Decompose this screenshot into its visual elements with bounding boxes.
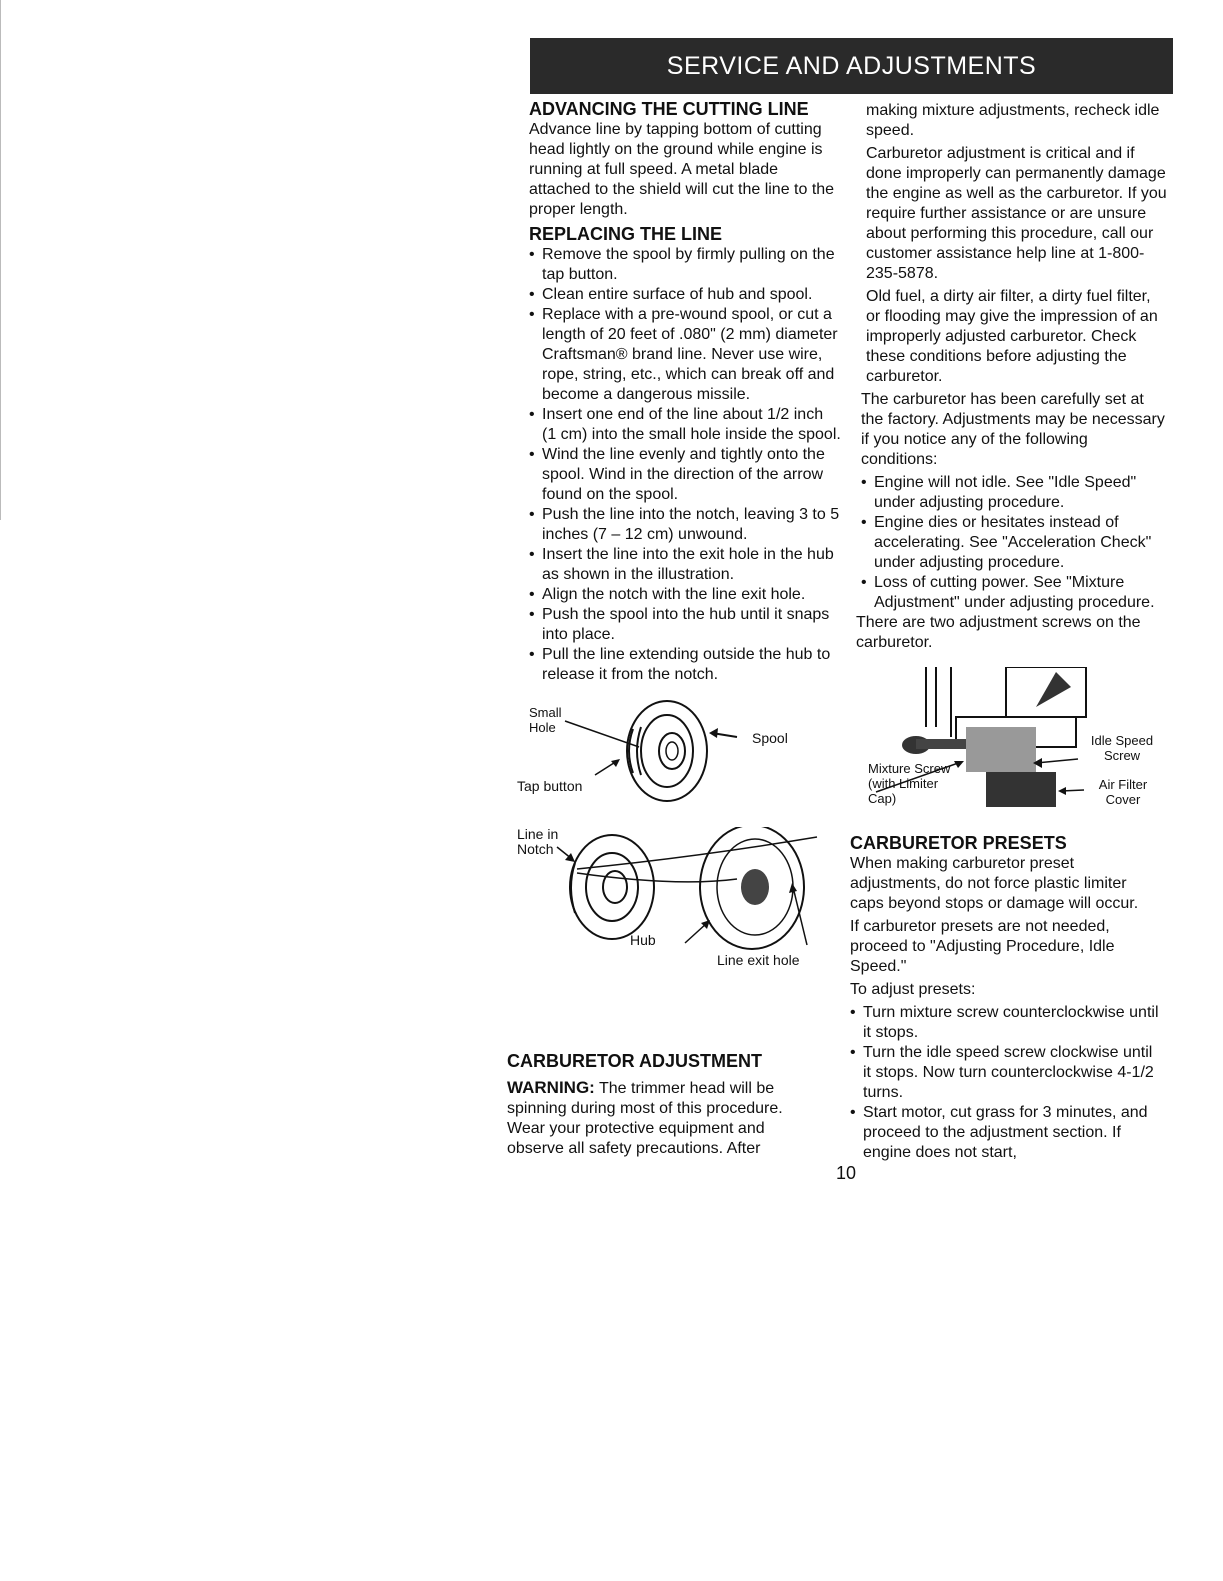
carburetor-illustration (856, 667, 1168, 827)
replacing-step: • Clean entire surface of hub and spool. (529, 285, 841, 305)
line-in-notch-label: Line in Notch (517, 826, 559, 857)
replacing-step: • Remove the spool by firmly pulling on the tap button. (529, 245, 841, 285)
line-exit-hole-label: Line exit hole (717, 952, 800, 968)
condition-item: • Loss of cutting power. See "Mixture Adjustment" under adjusting procedure. (861, 573, 1168, 613)
condition-list (856, 473, 1168, 613)
section-banner: SERVICE AND ADJUSTMENTS (530, 38, 1173, 94)
carb-adjust-heading: CARBURETOR ADJUSTMENT (507, 1051, 763, 1071)
left-column (517, 98, 841, 977)
right-para-5: There are two adjustment screws on the carburetor. (856, 614, 1141, 651)
right-para-4: The carburetor has been carefully set at the factory. Adjustments may be necessary if you notice any of the following conditions: (861, 391, 1165, 468)
tap-button-label: Tap button (517, 778, 583, 794)
presets-step: • Start motor, cut grass for 3 minutes, and proceed to the adjustment section. If engine does not start, (850, 1103, 1162, 1163)
warning-label: WARNING: (507, 1078, 595, 1097)
replacing-step: • Push the line into the notch, leaving 3 to 5 inches (7 – 12 cm) unwound. (529, 505, 841, 545)
condition-item: • Engine will not idle. See "Idle Speed" under adjusting procedure. (861, 473, 1168, 513)
presets-para-2: If carburetor presets are not needed, proceed to "Adjusting Procedure, Idle Speed." (850, 918, 1115, 975)
replacing-step: • Wind the line evenly and tightly onto the spool. Wind in the direction of the arrow found on the spool. (529, 445, 841, 505)
advancing-body: Advance line by tapping bottom of cutting head lightly on the ground while engine is running at full speed. A metal blade attached to the shield will cut the line to the proper length. (529, 121, 835, 218)
presets-step: • Turn mixture screw counterclockwise until it stops. (850, 1003, 1162, 1043)
mixture-screw-label: Mixture Screw (with Limiter Cap) (868, 761, 951, 806)
carb-adjust-section (507, 1050, 819, 1162)
spool-label: Spool (752, 730, 788, 746)
right-para-2: Carburetor adjustment is critical and if done improperly can permanently damage the engine as well as the carburetor. If you require further assistance or are unsure about performing this procedure, call our customer assistance help line at 1-800-235-5878. (866, 145, 1167, 282)
small-hole-label: Small Hole (529, 705, 562, 735)
condition-item: • Engine dies or hesitates instead of accelerating. See "Acceleration Check" under adjusting procedure. (861, 513, 1168, 573)
spool-illustration (517, 699, 841, 819)
warning-text: The trimmer head will be spinning during most of this procedure. Wear your protective equipment and observe all safety precautions. After (507, 1080, 783, 1157)
presets-steps (850, 1003, 1162, 1163)
scan-edge-line (0, 0, 1, 520)
page-number: 10 (836, 1163, 857, 1183)
presets-para-3: To adjust presets: (850, 981, 976, 998)
right-column (856, 101, 1168, 827)
right-para-1: making mixture adjustments, recheck idle speed. (866, 102, 1160, 139)
air-filter-cover-label: Air Filter Cover (1098, 777, 1148, 807)
replacing-steps (529, 245, 841, 685)
presets-para-1: When making carburetor preset adjustments, do not force plastic limiter caps beyond stops or damage will occur. (850, 855, 1139, 912)
hub-label: Hub (630, 932, 656, 948)
carb-presets-section (850, 832, 1162, 1163)
presets-heading: CARBURETOR PRESETS (850, 833, 1067, 853)
hub-illustration (517, 827, 841, 977)
presets-step: • Turn the idle speed screw clockwise until it stops. Now turn counterclockwise 4-1/2 turns. (850, 1043, 1162, 1103)
carb-warning (507, 1078, 819, 1159)
advancing-heading: ADVANCING THE CUTTING LINE (529, 99, 809, 119)
replacing-step: • Pull the line extending outside the hub to release it from the notch. (529, 645, 841, 685)
right-para-3: Old fuel, a dirty air filter, a dirty fuel filter, or flooding may give the impression of an improperly adjusted carburetor. Check these conditions before adjusting the carburetor. (866, 288, 1158, 385)
replacing-step: • Align the notch with the line exit hole. (529, 585, 841, 605)
replacing-step: • Replace with a pre-wound spool, or cut a length of 20 feet of .080" (2 mm) diameter Craftsman® brand line. Never use wire, rope, string, etc., which can break off and become a dangerous missile. (529, 305, 841, 405)
replacing-step: • Push the spool into the hub until it snaps into place. (529, 605, 841, 645)
idle-speed-screw-label: Idle Speed Screw (1090, 733, 1154, 763)
replacing-step: • Insert one end of the line about 1/2 inch (1 cm) into the small hole inside the spool. (529, 405, 841, 445)
replacing-step: • Insert the line into the exit hole in the hub as shown in the illustration. (529, 545, 841, 585)
replacing-heading: REPLACING THE LINE (529, 224, 723, 244)
